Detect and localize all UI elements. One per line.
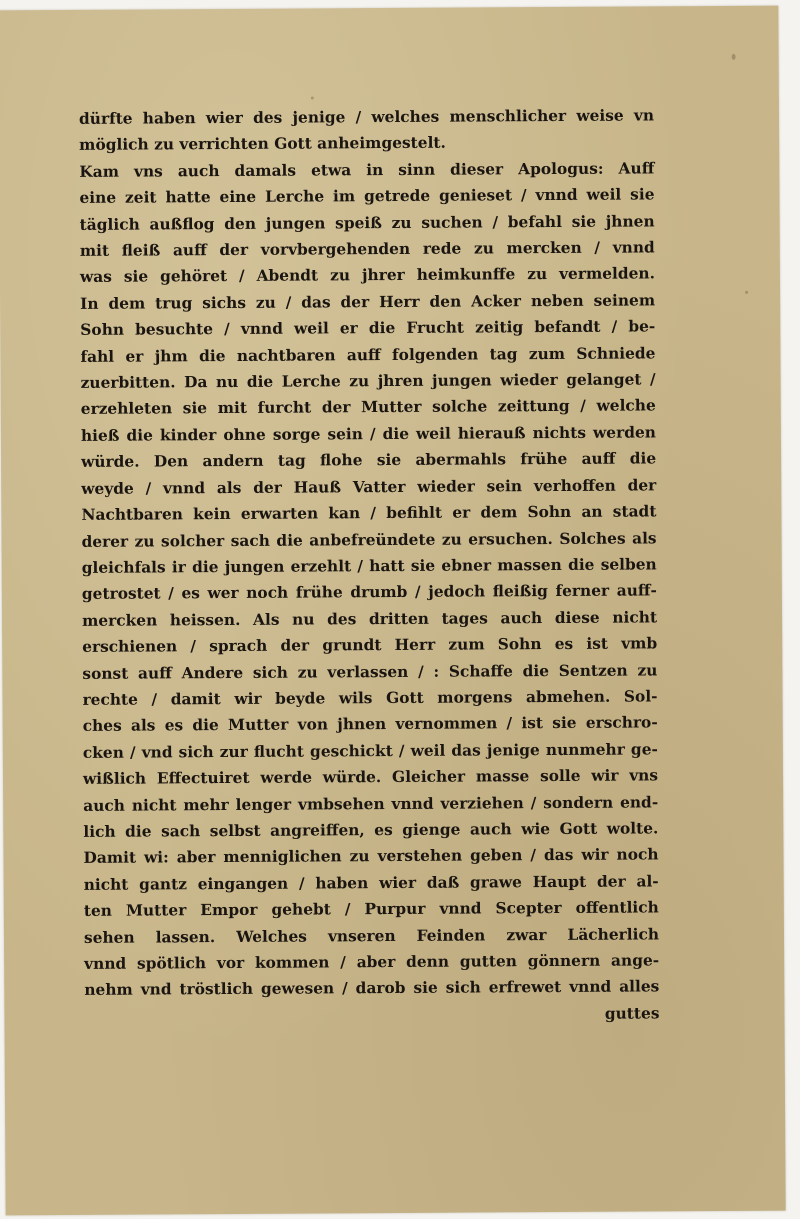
ink-speck bbox=[732, 54, 736, 60]
text-line: rechte / damit wir beyde wils Gott morgens abmehen. Sol- bbox=[82, 687, 658, 709]
ink-speck bbox=[745, 291, 748, 294]
text-line: vnnd spötlich vor kommen / aber denn gutten gönnern ange- bbox=[84, 951, 660, 973]
text-line: mercken heissen. Als nu des dritten tages auch diese nicht bbox=[82, 608, 658, 630]
text-line: erzehleten sie mit furcht der Mutter solche zeittung / welche bbox=[80, 396, 656, 419]
text-line: erschienen / sprach der grundt Herr zum Sohn es ist vmb bbox=[82, 634, 658, 657]
text-line: ches als es die Mutter von jhnen vernommen / ist sie erschro- bbox=[82, 713, 658, 736]
text-line: würde. Den andern tag flohe sie abermahls frühe auff die bbox=[81, 449, 657, 472]
body-text bbox=[79, 102, 660, 1030]
ink-speck bbox=[311, 96, 314, 99]
book-page bbox=[0, 6, 786, 1216]
text-line: wißlich Effectuiret werde würde. Gleicher masse solle wir vns bbox=[82, 766, 659, 789]
text-line: mit fleiß auff der vorvbergehenden rede zu mercken / vnnd bbox=[79, 238, 655, 260]
text-line: Damit wi: aber menniglichen zu verstehen geben / das wir noch bbox=[83, 845, 659, 868]
text-line: eine zeit hatte eine Lerche im getrede genieset / vnnd weil sie bbox=[79, 185, 655, 208]
text-line: fahl er jhm die nachtbaren auff folgenden tag zum Schniede bbox=[80, 344, 656, 366]
text-line: gleichfals ir die jungen erzehlt / hatt sie ebner massen die selben bbox=[81, 555, 657, 577]
text-line: sonst auff Andere sich zu verlassen / : Schaffe die Sentzen zu bbox=[82, 660, 658, 683]
text-line: cken / vnd sich zur flucht geschickt / weil das jenige nunmehr ge- bbox=[82, 740, 658, 762]
text-line: nicht gantz eingangen / haben wier daß grawe Haupt der al- bbox=[83, 872, 659, 894]
text-line: täglich außflog den jungen speiß zu suchen / befahl sie jhnen bbox=[79, 212, 655, 234]
text-line: möglich zu verrichten Gott anheimgestelt. bbox=[79, 134, 446, 155]
text-line: sehen lassen. Welches vnseren Feinden zwar Lächerlich bbox=[83, 924, 660, 947]
text-line: hieß die kinder ohne sorge sein / die weil hierauß nichts werden bbox=[80, 423, 656, 445]
text-line: ten Mutter Empor gehebt / Purpur vnnd Scepter offentlich bbox=[83, 898, 659, 921]
text-line: Sohn besuchte / vnnd weil er die Frucht zeitig befandt / be- bbox=[80, 317, 656, 340]
text-line: Kam vns auch damals etwa in sinn dieser Apologus: Auff bbox=[79, 159, 655, 181]
text-line: zuerbitten. Da nu die Lerche zu jhren jungen wieder gelanget / bbox=[80, 370, 656, 392]
text-line: auch nicht mehr lenger vmbsehen vnnd verziehen / sondern end- bbox=[83, 792, 659, 815]
text-line: dürfte haben wier des jenige / welches menschlicher weise vn bbox=[78, 106, 655, 128]
text-line: In dem trug sichs zu / das der Herr den Acker neben seinem bbox=[80, 291, 656, 313]
text-line: was sie gehöret / Abendt zu jhrer heimkunffe zu vermelden. bbox=[79, 264, 656, 287]
text-line: getrostet / es wer noch frühe drumb / jedoch fleißig ferner auff- bbox=[81, 581, 657, 604]
text-line: nehm vnd tröstlich gewesen / darob sie sich erfrewet vnnd alles bbox=[84, 977, 660, 1000]
text-line: Nachtbaren kein erwarten kan / befihlt er dem Sohn an stadt bbox=[81, 502, 657, 524]
text-line: weyde / vnnd als der Hauß Vatter wieder sein verhoffen der bbox=[81, 476, 657, 498]
catchword: guttes bbox=[604, 1004, 660, 1023]
text-line: lich die sach selbst angreiffen, es gienge auch wie Gott wolte. bbox=[83, 819, 659, 841]
text-line: derer zu solcher sach die anbefreündete zu ersuchen. Solches als bbox=[81, 528, 657, 551]
